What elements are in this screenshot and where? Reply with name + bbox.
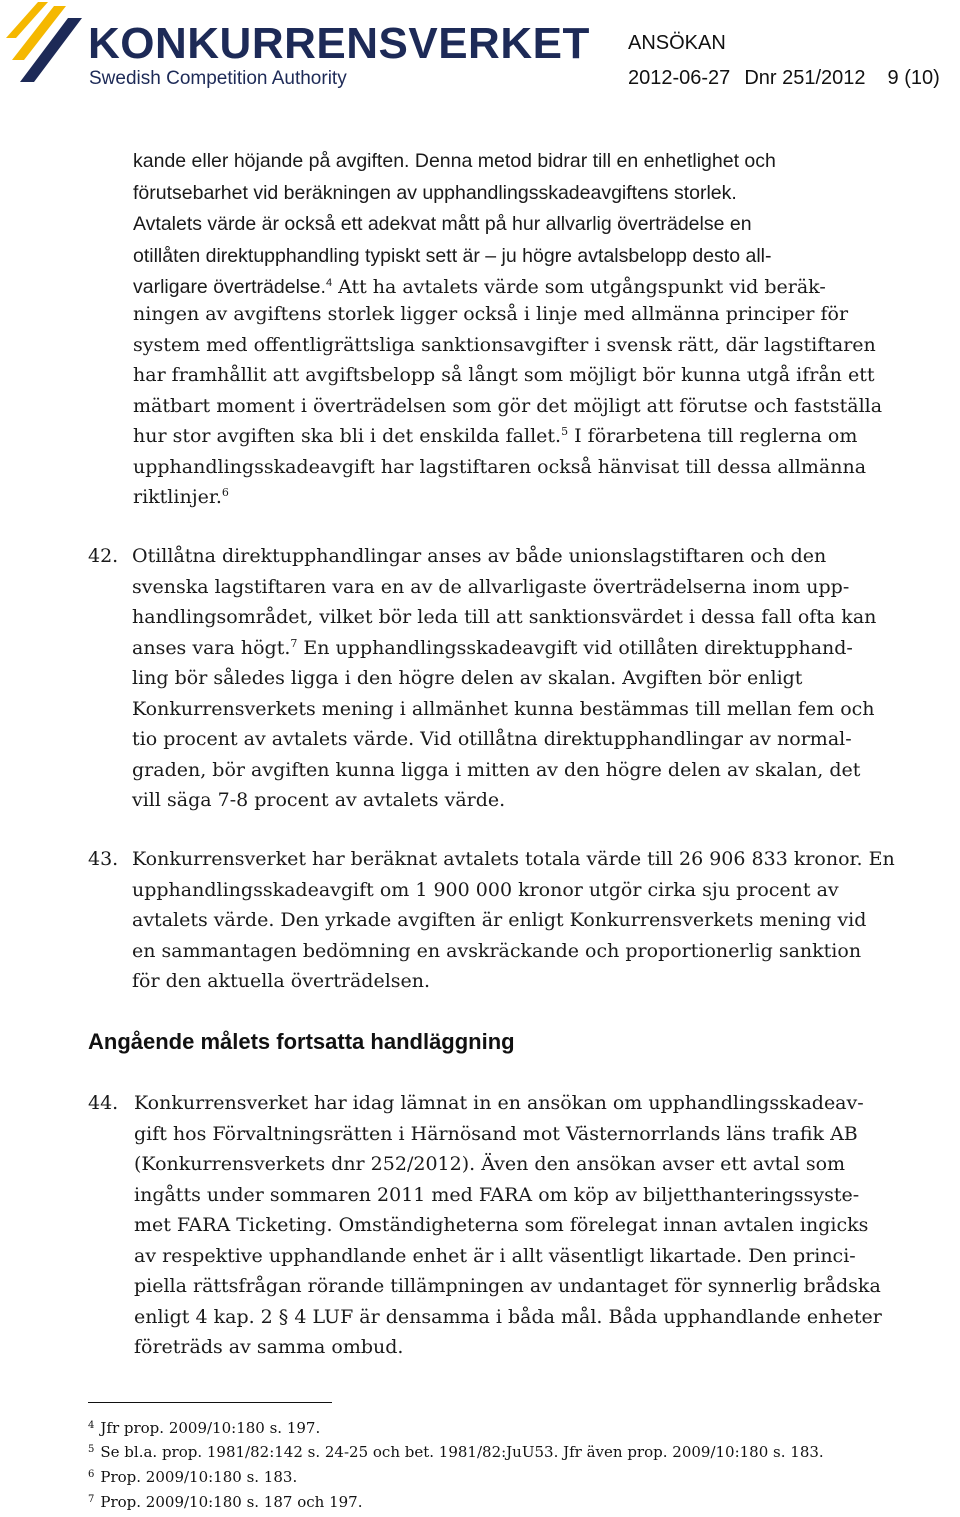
- text-line: Avtalets värde är också ett adekvat mått på hur allvarlig överträdelse en: [133, 213, 752, 235]
- document-meta: [628, 68, 940, 88]
- text-segment: anses vara högt.: [132, 636, 291, 659]
- text-line: mätbart moment i överträdelsen som gör det möjligt att förutse och fastställa: [133, 394, 883, 417]
- text-line: piella rättsfrågan rörande tillämpningen av undantaget för synnerlig brådska: [134, 1275, 881, 1297]
- text-line: Otillåtna direktupphandlingar anses av både unionslagstiftaren och den: [132, 545, 827, 567]
- text-line: upphandlingsskadeavgift om 1 900 000 kronor utgör cirka sju procent av: [132, 878, 839, 901]
- footnote-7: [88, 1495, 362, 1510]
- footnote-ref-5[interactable]: 5: [561, 425, 569, 438]
- footnote-number: 5: [88, 1444, 95, 1455]
- paragraph-number-43: 43.: [88, 848, 119, 870]
- document-date: 2012-06-27: [628, 67, 731, 89]
- footnote-ref-4[interactable]: 4: [325, 277, 333, 289]
- text-line: otillåten direktupphandling typiskt sett är – ju högre avtalsbelopp desto all-: [133, 244, 772, 267]
- text-segment: varligare överträdelse.: [133, 276, 326, 298]
- footnote-separator: [88, 1402, 332, 1403]
- footnote-text: Prop. 2009/10:180 s. 183.: [100, 1468, 298, 1486]
- text-line: svenska lagstiftaren vara en av de allvarligaste överträdelserna inom upp-: [132, 575, 850, 598]
- text-line: ingåtts under sommaren 2011 med FARA om köp av biljetthanteringssyste-: [134, 1183, 860, 1206]
- footnote-4: [88, 1421, 320, 1436]
- paragraph-number-42: 42.: [88, 545, 119, 567]
- footnote-number: 6: [88, 1469, 95, 1480]
- intro-paragraph-sans: [133, 146, 913, 304]
- text-segment: riktlinjer.: [133, 486, 222, 508]
- text-line: ling bör således ligga i den högre delen av skalan. Avgiften bör enligt: [132, 667, 803, 689]
- logo-stripes-icon: [4, 0, 94, 100]
- text-line: (Konkurrensverkets dnr 252/2012). Även den ansökan avser ett avtal som: [134, 1153, 846, 1175]
- footnote-6: [88, 1470, 297, 1485]
- paragraph-43: [132, 844, 912, 997]
- text-line: företräds av samma ombud.: [134, 1336, 404, 1358]
- text-line: tio procent av avtalets värde. Vid otillåtna direktupphandlingar av normal-: [132, 728, 852, 750]
- text-segment: Att ha avtalets värde som utgångspunkt vid beräk-: [332, 276, 826, 298]
- footnote-ref-6[interactable]: 6: [221, 486, 229, 499]
- text-line: har framhållit att avgiftsbelopp så långt som möjligt bör kunna utgå ifrån ett: [133, 364, 875, 386]
- text-line: graden, bör avgiften kunna ligga i mitten av den högre delen av skalan, det: [132, 758, 861, 781]
- org-subtitle: Swedish Competition Authority: [89, 68, 347, 89]
- footnote-5: [88, 1445, 824, 1460]
- text-line: enligt 4 kap. 2 § 4 LUF är densamma i båda mål. Båda upphandlande enheter: [134, 1305, 882, 1328]
- text-line: kande eller höjande på avgiften. Denna metod bidrar till en enhetlighet och: [133, 150, 776, 172]
- text-line: handlingsområdet, vilket bör leda till att sanktionsvärdet i dessa fall ofta kan: [132, 606, 877, 628]
- page-number: 9 (10): [887, 67, 940, 89]
- section-heading: Angående målets fortsatta handläggning: [88, 1029, 515, 1054]
- konkurrensverket-logo: [4, 0, 590, 100]
- text-line: en sammantagen bedömning en avskräckande och proportionerlig sanktion: [132, 939, 862, 962]
- text-segment: hur stor avgiften ska bli i det enskilda fallet.: [133, 425, 562, 447]
- text-line: system med offentligrättsliga sanktionsavgifter i svensk rätt, där lagstiftaren: [133, 333, 876, 356]
- text-segment: En upphandlingsskadeavgift vid otillåten direktupphand-: [297, 636, 853, 659]
- document-dnr: Dnr 251/2012: [744, 67, 866, 89]
- footnote-text: Prop. 2009/10:180 s. 187 och 197.: [100, 1493, 363, 1511]
- text-line: vill säga 7-8 procent av avtalets värde.: [132, 789, 506, 811]
- text-line: Konkurrensverket har beräknat avtalets totala värde till 26 906 833 kronor. En: [132, 848, 895, 870]
- footnote-text: Se bl.a. prop. 1981/82:142 s. 24-25 och bet. 1981/82:JuU53. Jfr även prop. 2009/10:180 s. 183.: [100, 1443, 824, 1461]
- footnote-number: 4: [88, 1420, 95, 1431]
- text-line: met FARA Ticketing. Omständigheterna som förelegat innan avtalen ingicks: [134, 1214, 869, 1236]
- text-line: ningen av avgiftens storlek ligger också i linje med allmänna principer för: [133, 303, 849, 325]
- text-segment: I förarbetena till reglerna om: [568, 425, 858, 447]
- paragraph-42: [132, 541, 912, 816]
- paragraph-44: [134, 1088, 914, 1363]
- text-line: upphandlingsskadeavgift har lagstiftaren också hänvisat till dessa allmänna: [133, 455, 867, 478]
- footnote-ref-7[interactable]: 7: [290, 636, 298, 650]
- text-line: Konkurrensverket har idag lämnat in en ansökan om upphandlingsskadeav-: [134, 1092, 864, 1114]
- text-line: av respektive upphandlande enhet är i allt väsentligt likartade. Den princi-: [134, 1244, 856, 1267]
- footnote-number: 7: [88, 1494, 95, 1505]
- text-line-mixed: [133, 421, 913, 452]
- text-line: gift hos Förvaltningsrätten i Härnösand mot Västernorrlands läns trafik AB: [134, 1122, 858, 1145]
- org-name: KONKURRENSVERKET: [88, 19, 590, 68]
- document-type: ANSÖKAN: [628, 32, 726, 54]
- text-line: förutsebarhet vid beräkningen av upphandlingsskadeavgiftens storlek.: [133, 181, 737, 204]
- text-line: avtalets värde. Den yrkade avgiften är enligt Konkurrensverkets mening vid: [132, 909, 867, 931]
- text-line: Konkurrensverkets mening i allmänhet kunna bestämmas till mellan fem och: [132, 697, 875, 720]
- paragraph-number-44: 44.: [88, 1092, 119, 1114]
- footnote-text: Jfr prop. 2009/10:180 s. 197.: [100, 1419, 321, 1437]
- text-line: för den aktuella överträdelsen.: [132, 970, 431, 992]
- text-line-mixed: [132, 633, 912, 664]
- intro-paragraph-serif: [133, 299, 913, 513]
- text-line-mixed: [133, 482, 913, 513]
